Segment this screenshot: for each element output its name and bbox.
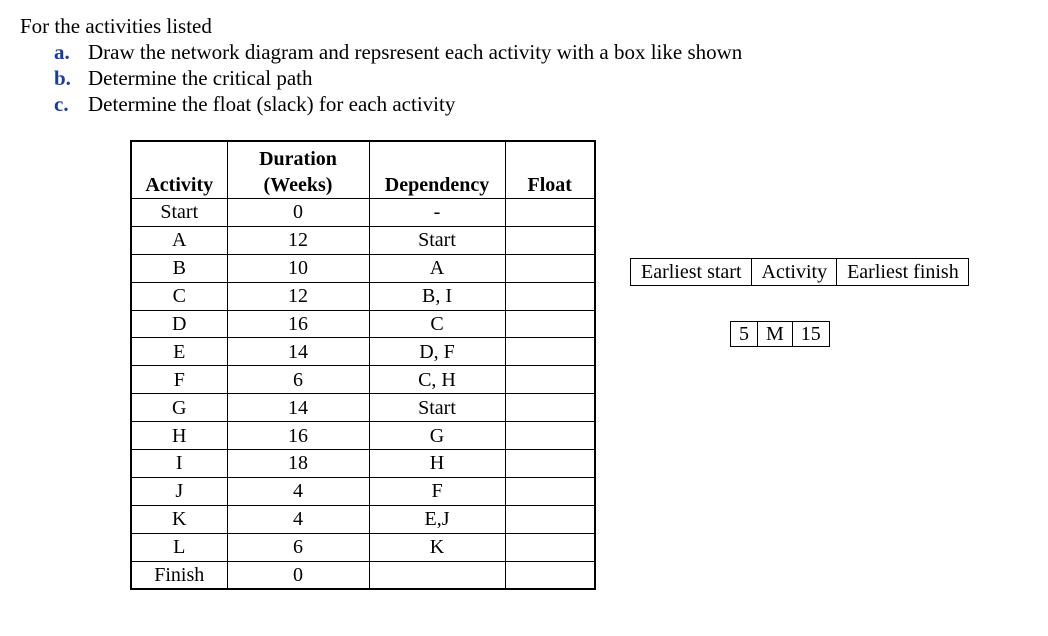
cell-duration: 0 — [227, 199, 369, 227]
table-row — [131, 199, 595, 227]
legend-earliest-finish: Earliest finish — [847, 261, 959, 283]
table-row — [131, 310, 595, 338]
cell-activity: I — [131, 450, 227, 478]
task-item — [54, 39, 742, 65]
table-row — [131, 394, 595, 422]
cell-duration: 16 — [227, 310, 369, 338]
cell-float — [505, 254, 595, 282]
cell-float — [505, 310, 595, 338]
legend-earliest-start: Earliest start — [631, 259, 752, 285]
cell-activity: J — [131, 477, 227, 505]
task-text: Determine the float (slack) for each activity — [88, 92, 456, 116]
cell-activity: C — [131, 282, 227, 310]
header-dependency: Dependency — [369, 141, 505, 199]
table-header-row — [131, 141, 595, 199]
cell-dependency — [369, 561, 505, 589]
cell-float — [505, 199, 595, 227]
cell-dependency: A — [369, 254, 505, 282]
cell-duration: 0 — [227, 561, 369, 589]
cell-duration: 18 — [227, 450, 369, 478]
table-row — [131, 450, 595, 478]
table-row — [131, 282, 595, 310]
example-activity: M — [758, 322, 793, 346]
cell-activity: Start — [131, 199, 227, 227]
task-text: Draw the network diagram and repsresent each activity with a box like shown — [88, 40, 743, 64]
header-duration-line1: Duration — [259, 148, 337, 170]
cell-float — [505, 366, 595, 394]
cell-float — [505, 394, 595, 422]
cell-duration: 14 — [227, 394, 369, 422]
node-example-box — [730, 321, 830, 347]
task-item — [54, 65, 742, 91]
cell-duration: 4 — [227, 477, 369, 505]
cell-dependency: G — [369, 422, 505, 450]
cell-duration: 6 — [227, 533, 369, 561]
cell-dependency: D, F — [369, 338, 505, 366]
cell-dependency: E,J — [369, 505, 505, 533]
cell-activity: H — [131, 422, 227, 450]
table-row — [131, 366, 595, 394]
cell-duration: 12 — [227, 282, 369, 310]
task-letter: b. — [54, 66, 71, 90]
cell-duration: 12 — [227, 226, 369, 254]
table-row — [131, 533, 595, 561]
table-row — [131, 477, 595, 505]
cell-float — [505, 226, 595, 254]
example-start: 5 — [731, 322, 758, 346]
cell-dependency: C, H — [369, 366, 505, 394]
header-duration — [227, 141, 369, 199]
cell-dependency: - — [369, 199, 505, 227]
cell-float — [505, 561, 595, 589]
cell-duration: 16 — [227, 422, 369, 450]
cell-activity: Finish — [131, 561, 227, 589]
header-float: Float — [505, 141, 595, 199]
cell-activity: G — [131, 394, 227, 422]
cell-duration: 14 — [227, 338, 369, 366]
cell-dependency: K — [369, 533, 505, 561]
header-duration-line2: (Weeks) — [263, 174, 333, 196]
cell-activity: L — [131, 533, 227, 561]
cell-activity: D — [131, 310, 227, 338]
task-text: Determine the critical path — [88, 66, 313, 90]
cell-float — [505, 533, 595, 561]
table-row — [131, 422, 595, 450]
task-list — [54, 39, 742, 117]
cell-activity: E — [131, 338, 227, 366]
task-letter: c. — [54, 92, 69, 116]
task-item — [54, 91, 742, 117]
table-row — [131, 561, 595, 589]
cell-float — [505, 505, 595, 533]
node-legend-box — [630, 258, 969, 286]
cell-dependency: B, I — [369, 282, 505, 310]
task-letter: a. — [54, 40, 70, 64]
cell-dependency: F — [369, 477, 505, 505]
cell-float — [505, 282, 595, 310]
cell-float — [505, 422, 595, 450]
table-row — [131, 505, 595, 533]
cell-float — [505, 450, 595, 478]
cell-float — [505, 338, 595, 366]
cell-activity: F — [131, 366, 227, 394]
table-row — [131, 338, 595, 366]
legend-activity: Activity — [752, 259, 838, 285]
cell-dependency: Start — [369, 394, 505, 422]
cell-activity: B — [131, 254, 227, 282]
cell-duration: 6 — [227, 366, 369, 394]
example-finish: 15 — [800, 323, 821, 345]
header-activity: Activity — [131, 141, 227, 199]
cell-dependency: C — [369, 310, 505, 338]
cell-duration: 10 — [227, 254, 369, 282]
activity-table — [130, 140, 596, 590]
cell-dependency: H — [369, 450, 505, 478]
cell-duration: 4 — [227, 505, 369, 533]
cell-activity: A — [131, 226, 227, 254]
cell-float — [505, 477, 595, 505]
cell-activity: K — [131, 505, 227, 533]
intro-text: For the activities listed — [20, 14, 212, 38]
table-body — [131, 199, 595, 590]
table-row — [131, 254, 595, 282]
table-row — [131, 226, 595, 254]
cell-dependency: Start — [369, 226, 505, 254]
